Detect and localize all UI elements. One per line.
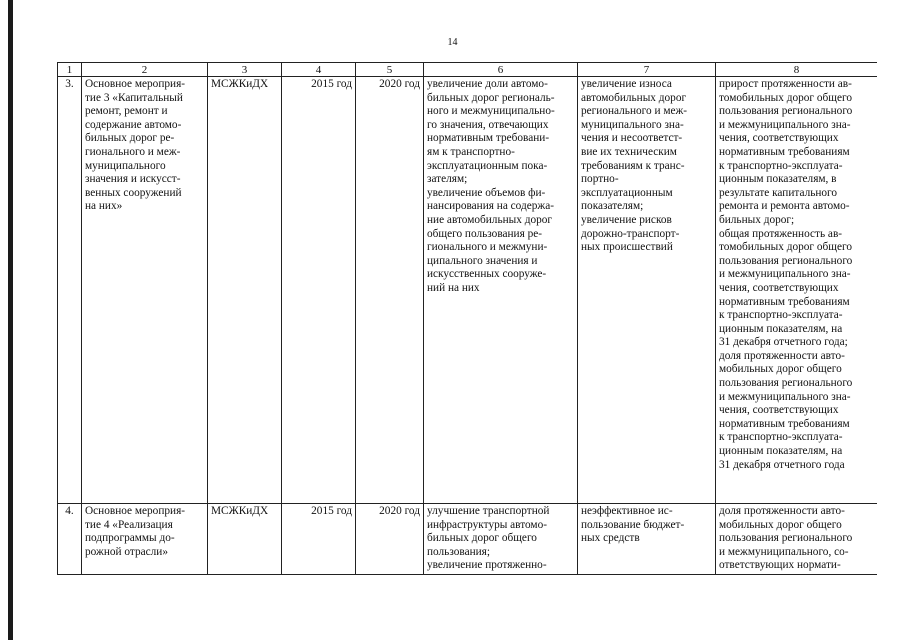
start-year-cell: 2015 год <box>282 77 356 504</box>
consequences-cell: неэффективное ис- пользование бюджет- ных средств <box>578 504 716 575</box>
table-row <box>58 77 878 504</box>
header-cell-3: 3 <box>208 63 282 77</box>
expected-result-cell: увеличение доли автомо- бильных дорог региональ- ного и межмуниципально- го значения, отвечающих нормативным требовани- ям к транспортно- эксплуатационным пока- зателям; увеличение объемов фи- нансирования на содержа- ние автомобильных дорог общего пользования ре- гионального и межмуни- ципального значения и искусственных сооруже- ний на них <box>424 77 578 504</box>
header-cell-2: 2 <box>82 63 208 77</box>
event-name-cell: Основное мероприя- тие 4 «Реализация подпрограммы до- рожной отрасли» <box>82 504 208 575</box>
consequences-cell: увеличение износа автомобильных дорог регионального и меж- муниципального зна- чения и несоответст- вие их техническим требованиям к транс- портно- эксплуатационным показателям; увеличение рисков дорожно-транспорт- ных происшествий <box>578 77 716 504</box>
end-year-cell: 2020 год <box>356 504 424 575</box>
event-name-cell: Основное мероприя- тие 3 «Капитальный ремонт, ремонт и содержание автомо- бильных дорог ре- гионального и меж- муниципального значения и искусст- венных сооружений на них» <box>82 77 208 504</box>
program-events-table <box>57 62 877 575</box>
executor-cell: МСЖКиДХ <box>208 504 282 575</box>
indicators-cell: доля протяженности авто- мобильных дорог общего пользования регионального и межмуниципального, со- ответствующих нормати- <box>716 504 878 575</box>
indicators-cell: прирост протяженности ав- томобильных дорог общего пользования регионального и межмуниципального зна- чения, соответствующих нормативным требованиям к транспортно-эксплуата- ционным показателям, в результате капитального ремонта и ремонта автомо- бильных дорог; общая протяженность ав- томобильных дорог общего пользования регионального и межмуниципального зна- чения, соответствующих нормативным требованиям к транспортно-эксплуата- ционным показателям, на 31 декабря отчетного года; доля протяженности авто- мобильных дорог общего пользования регионального и межмуниципального зна- чения, соответствующих нормативным требованиям к транспортно-эксплуата- ционным показателям, на 31 декабря отчетного года <box>716 77 878 504</box>
start-year-cell: 2015 год <box>282 504 356 575</box>
table-viewport <box>57 62 877 635</box>
end-year-cell: 2020 год <box>356 77 424 504</box>
header-cell-4: 4 <box>282 63 356 77</box>
table-row <box>58 504 878 575</box>
header-cell-7: 7 <box>578 63 716 77</box>
row-number: 4. <box>58 504 82 575</box>
row-number: 3. <box>58 77 82 504</box>
expected-result-cell: улучшение транспортной инфраструктуры автомо- бильных дорог общего пользования; увеличение протяженно- <box>424 504 578 575</box>
binding-edge-bar <box>8 0 13 640</box>
header-cell-1: 1 <box>58 63 82 77</box>
header-cell-6: 6 <box>424 63 578 77</box>
page-number: 14 <box>447 37 458 48</box>
column-number-row <box>58 63 878 77</box>
header-cell-5: 5 <box>356 63 424 77</box>
executor-cell: МСЖКиДХ <box>208 77 282 504</box>
header-cell-8: 8 <box>716 63 878 77</box>
